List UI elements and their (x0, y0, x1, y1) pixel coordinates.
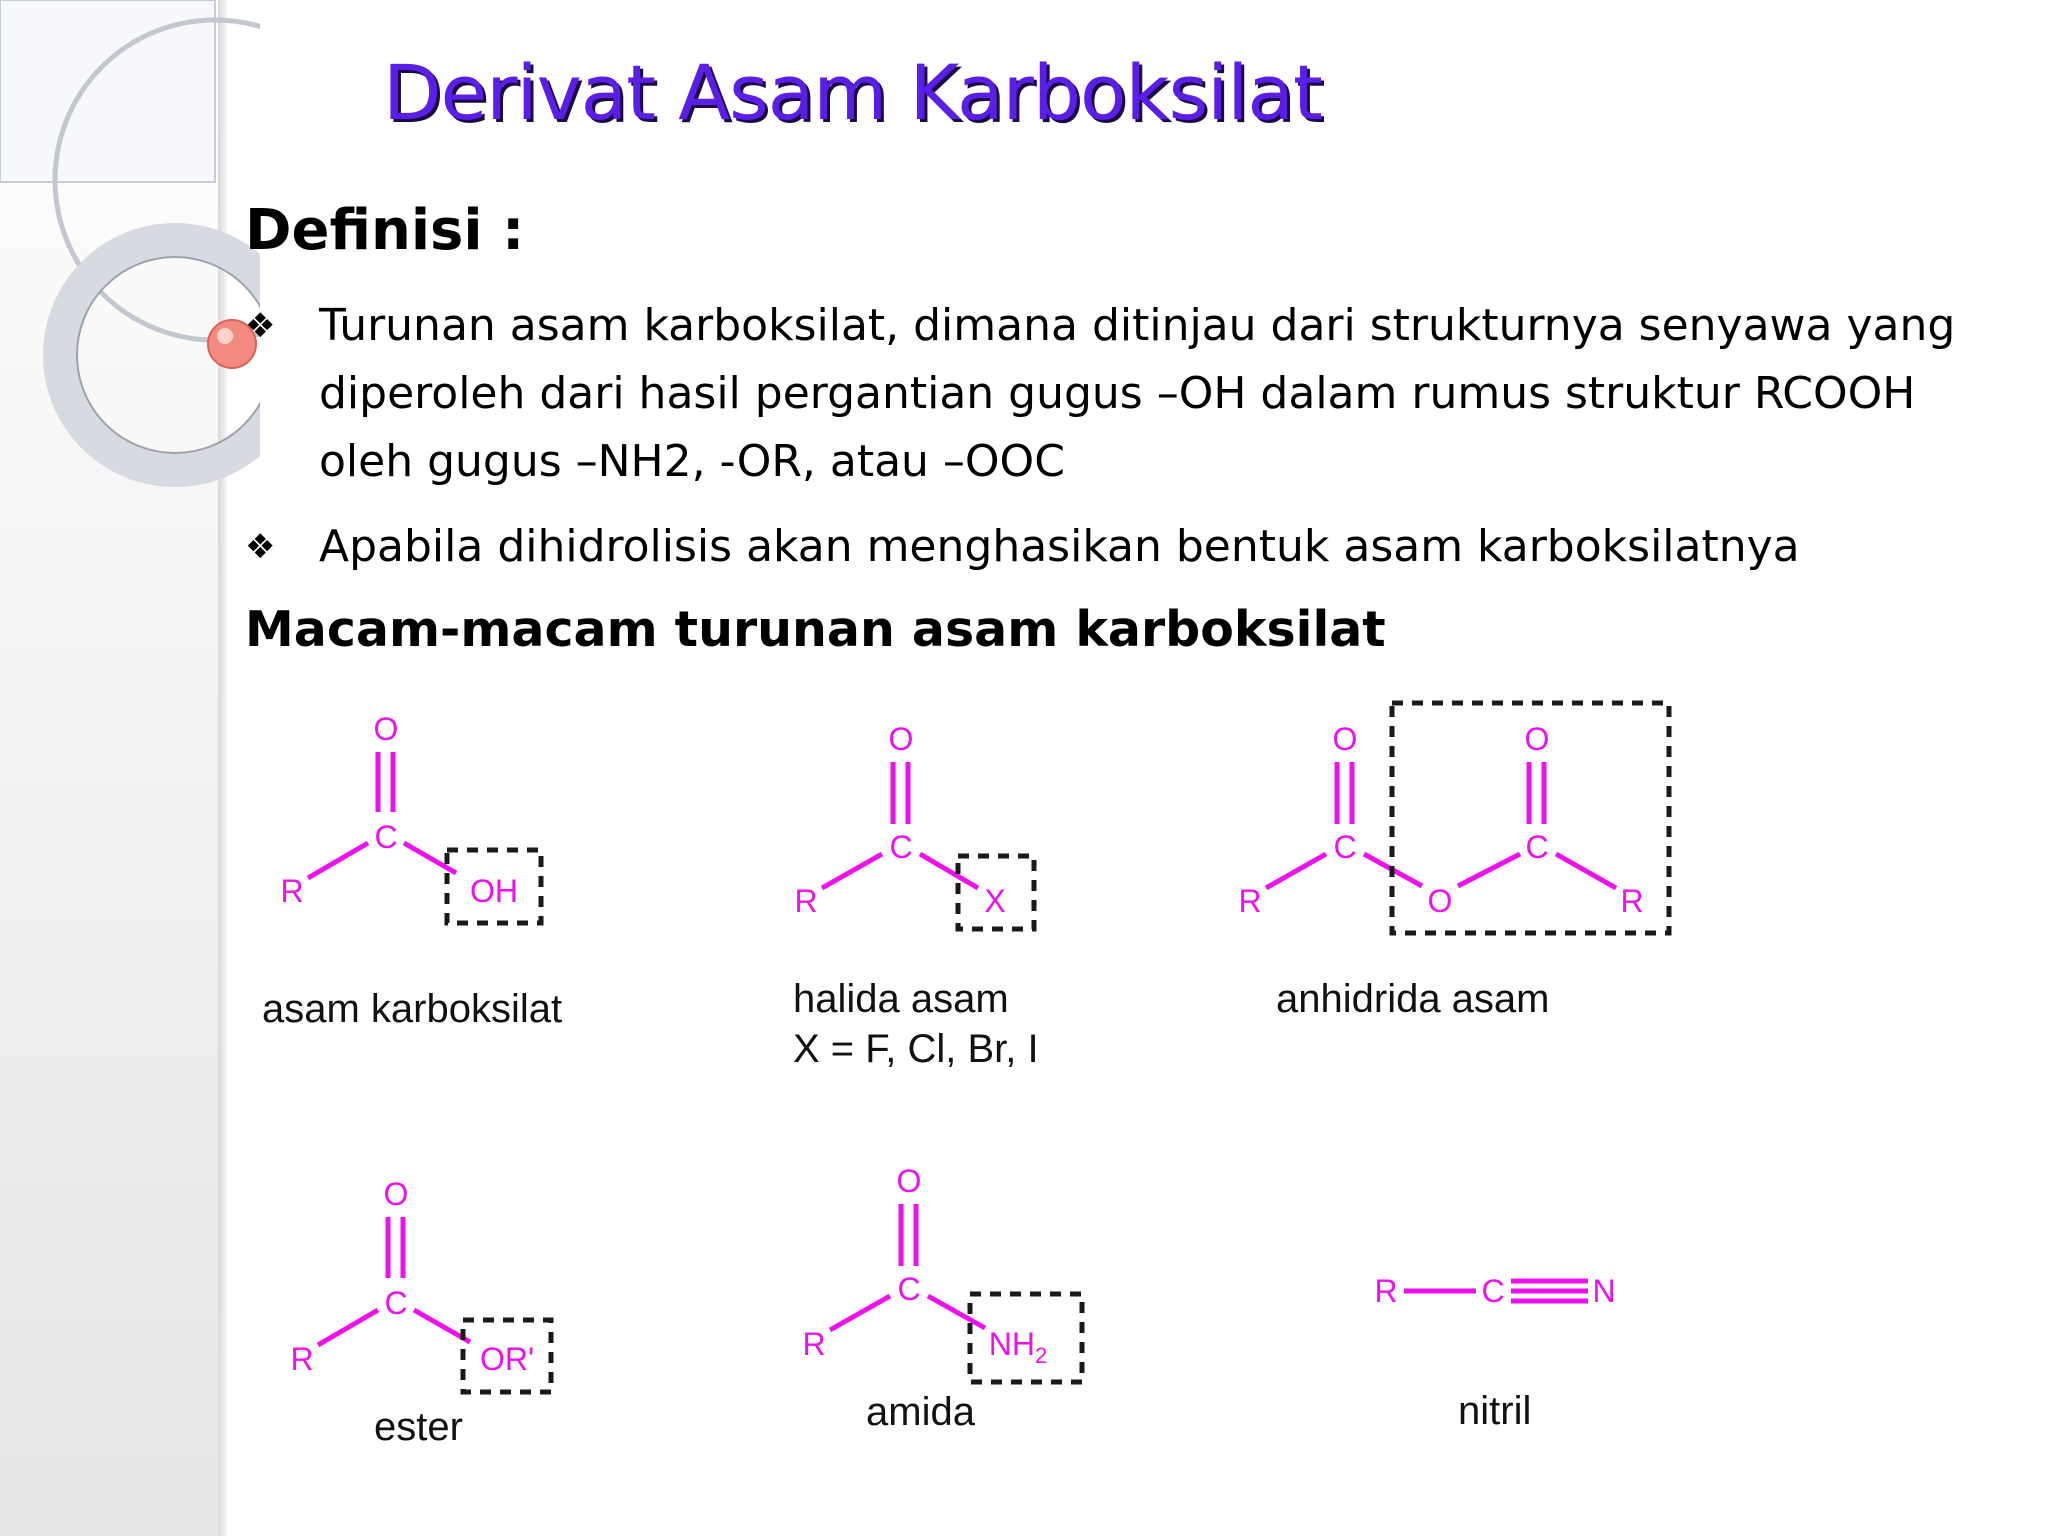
caption-asam-karboksilat: asam karboksilat (262, 987, 563, 1031)
bond-r (830, 1296, 890, 1330)
caption-halida-asam: halida asam (793, 977, 1009, 1021)
atom-bridge: O (1427, 883, 1453, 919)
atom-n: N (1592, 1273, 1616, 1309)
bullet-1-text: Turunan asam karboksilat, dimana ditinjau dari strukturnya senyawa yang diperoleh dari hasil pergantian gugus –OH dalam rumus struktur RCOOH oleh gugus –NH2, -OR, atau –OOC (319, 300, 1956, 487)
atom-group-subscript: 2 (1034, 1343, 1048, 1368)
bond-r-left (1266, 854, 1326, 888)
atom-group-main: NH (988, 1326, 1035, 1362)
atom-r-left: R (1238, 883, 1262, 919)
caption-amida: amida (866, 1390, 975, 1434)
bond-r (308, 843, 368, 878)
atom-o-right: O (1524, 721, 1550, 757)
caption-nitril: nitril (1458, 1389, 1532, 1433)
structure-nitril (1374, 1273, 1615, 1433)
atom-group: X (984, 883, 1006, 919)
structure-amida (802, 1163, 1082, 1434)
atom-c-left: C (1333, 829, 1357, 865)
atom-group: OR' (479, 1341, 535, 1377)
atom-c: C (384, 1285, 408, 1321)
atom-c: C (1481, 1273, 1505, 1309)
caption-ester: ester (374, 1405, 463, 1449)
atom-r: R (290, 1341, 314, 1377)
atom-r-right: R (1620, 883, 1644, 919)
atom-r: R (280, 873, 304, 909)
caption-halida-note: X = F, Cl, Br, I (793, 1027, 1039, 1071)
atom-o: O (888, 721, 914, 757)
atom-c: C (897, 1271, 921, 1307)
atom-o: O (896, 1163, 922, 1199)
types-heading: Macam-macam turunan asam karboksilat (245, 601, 1386, 658)
atom-r: R (794, 883, 818, 919)
atom-r: R (1374, 1273, 1398, 1309)
atom-group (989, 1326, 1047, 1368)
bond-r (318, 1310, 378, 1345)
structure-anhidrida-asam (1238, 703, 1669, 1021)
definition-heading: Definisi : (245, 198, 525, 263)
bullet-2-text: Apabila dihidrolisis akan menghasikan bentuk asam karboksilatnya (319, 521, 1800, 572)
slide-title: Derivat Asam Karboksilat (383, 48, 1322, 137)
four-diamond-bullet-icon: ❖ (245, 527, 276, 567)
structure-ester (290, 1176, 551, 1449)
atom-o: O (373, 711, 399, 747)
atom-o: O (383, 1176, 409, 1212)
bond-group (920, 854, 978, 888)
structure-asam-karboksilat (262, 711, 562, 1031)
bond-bridge-right (1458, 854, 1520, 886)
structure-halida-asam (793, 721, 1039, 1071)
atom-c-right: C (1525, 829, 1549, 865)
four-diamond-bullet-icon: ❖ (245, 306, 276, 346)
atom-group: OH (470, 873, 518, 909)
bond-group (928, 1296, 985, 1328)
atom-c: C (374, 819, 398, 855)
atom-r: R (802, 1326, 826, 1362)
caption-anhidrida-asam: anhidrida asam (1276, 977, 1550, 1021)
bond-r-right (1556, 854, 1616, 888)
atom-c: C (889, 829, 913, 865)
bond-r (822, 854, 882, 888)
atom-o-left: O (1332, 721, 1358, 757)
